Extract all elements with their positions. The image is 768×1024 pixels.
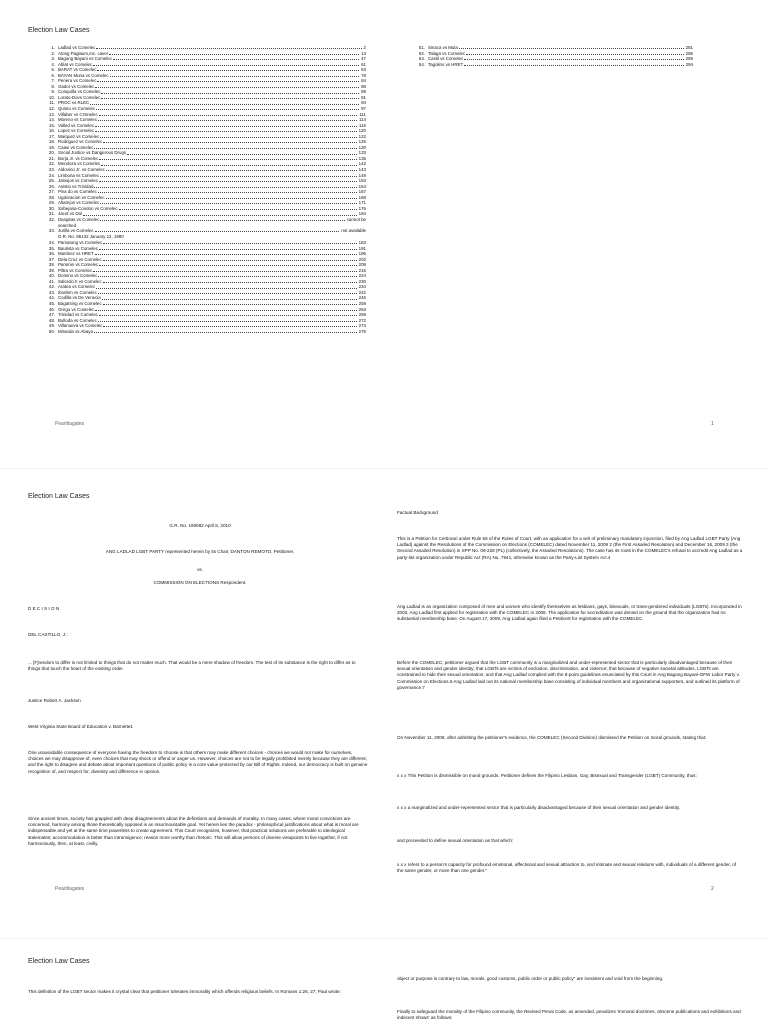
toc-leader-dots: [94, 184, 356, 188]
toc-item-number: 6.: [51, 72, 55, 78]
toc-item-title: Caasi vs Comelec: [58, 144, 94, 150]
toc-item-title: Atong Paglaum,Inc. caver: [58, 50, 109, 56]
toc-item[interactable]: [40, 329, 366, 335]
toc-leader-dots: [99, 156, 356, 160]
opening-quote: ... [F]reedom to differ is not limited to things that do not matter much. That would be a mere shadow of freedom. The test of its substance is the right to differ as to things that touch the heart of the existing order.: [28, 660, 356, 672]
toc-item-page: 88: [361, 83, 366, 89]
toc-leader-dots: [100, 134, 356, 138]
toc-item-number: 28.: [48, 194, 55, 200]
right-paragraph-2: Ang Ladlad is an organization composed of men and women who identify themselves as lesbians, gays, bisexuals, or trans-gendered individuals (LGBTs). Incorporated in 2003, Ang Ladlad first applied for registration with the COMELEC in 2006. The application for accreditation was denied on the ground that the organization had no substantial membership base. On August 17, 2009, Ang Ladlad again filed a Petition5 for registration with the COMELEC.: [397, 604, 742, 622]
toc-item-number: 16.: [48, 128, 55, 134]
toc-leader-dots: [127, 150, 357, 154]
toc-item-number: 22.: [48, 161, 55, 167]
toc-item-title: Jacot vs Dal: [58, 211, 82, 217]
toc-item-page: 259: [358, 301, 366, 307]
toc-item-page: 84: [361, 78, 366, 84]
gr-number: G.R. No. 190582 April 8, 2010: [169, 523, 231, 528]
toc-item-page: 246: [358, 295, 366, 301]
toc-item-number: 48.: [48, 317, 55, 323]
toc-leader-dots: [95, 84, 359, 88]
toc-item-title: Piva do vs Comelec: [58, 189, 97, 195]
toc-item-page: 61: [361, 61, 366, 67]
toc-item-title: Ugdoracion vs Comelec: [58, 194, 105, 200]
toc-item-page: 285: [685, 50, 693, 56]
toc-item-title: Dela Cruz vs Comelec: [58, 256, 102, 262]
toc-item-page: 216: [358, 267, 366, 273]
toc-left-b: [40, 240, 366, 334]
toc-item-number: 49.: [48, 323, 55, 329]
toc-item-page: 114: [359, 117, 366, 123]
toc-item-title: Salcedo II vs Comelec: [58, 278, 102, 284]
toc-leader-dots: [93, 268, 357, 272]
toc-item-number: 19.: [48, 144, 55, 150]
toc-item-page: 125: [358, 139, 366, 145]
page-1-header: Election Law Cases: [28, 27, 90, 34]
toc-item-number: 23.: [48, 167, 55, 173]
toc-leader-dots: [96, 106, 359, 110]
toc-leader-dots: [96, 45, 361, 49]
toc-item-title: Aratea vs Comelec: [58, 284, 96, 290]
toc-item-title: Sinaca vs Mula: [428, 45, 458, 50]
toc-item-title: Bautista vs Comelec: [58, 245, 99, 251]
toc-item-page: 294: [685, 61, 693, 67]
toc-item-page: 184: [358, 211, 366, 217]
toc-item-title: Domino vs Comelec: [58, 273, 98, 279]
toc-leader-dots: [96, 284, 357, 288]
page-separator-2: [0, 938, 768, 939]
toc-leader-dots: [95, 128, 357, 132]
toc-item-page: 133: [358, 150, 366, 156]
toc-item-page: 183: [358, 240, 366, 245]
toc-item-number: 37.: [48, 256, 55, 262]
toc-item-title: Codilla vs De Venecia: [58, 295, 101, 301]
toc-item-title: Tagolino vs HRET: [428, 61, 464, 67]
toc-item-title: Conquilla vs Comelec: [58, 89, 101, 95]
toc-item-title: Valled vs Comelec: [58, 122, 95, 128]
toc-leader-dots: [94, 145, 356, 149]
toc-item-number: 25.: [48, 178, 55, 184]
toc-item-32-cont: searched: [58, 222, 77, 228]
toc-item-page: 2: [363, 45, 366, 50]
toc-item-title: Villanueva vs Comelec: [58, 323, 103, 329]
toc-item-number: 5.: [51, 67, 55, 73]
page-3-left-paragraph: This definition of the LGBT sector makes it crystal clear that petitioner tolerates immorality which offends religious beliefs. In Romans 1:26, 27, Paul wrote:: [28, 989, 341, 994]
toc-item-page: 111: [359, 111, 366, 117]
toc-item-title: Miranda vs Abaya: [58, 328, 93, 334]
toc-leader-dots: [103, 139, 357, 143]
toc-item-page: 289: [685, 56, 693, 62]
toc-item-number: 39.: [48, 267, 55, 273]
toc-item-title: Altarejos vs Comelec: [58, 200, 100, 206]
toc-item-number: 11.: [49, 100, 55, 106]
paragraph-2: Since ancient times, society has grappled with deep disagreements about the definitions and demands of morality. In many cases, where moral convictions are concerned, harmony among those theoretically opposed is an insurmountable goal. Yet herein lies the paradox - philosophical justifications about what is moral are indispensable and yet at the same time powerless to create agreement. This Court recognizes, however, that practical solutions are preferable to ideological stalemates; accommodation is better than intransigence; reason more worthy than rhetoric. This will allow persons of diverse viewpoints to live together, if not harmoniously, then, at least, civilly.: [28, 816, 359, 846]
right-paragraph-7: and proceeded to define sexual orientation as that which:: [397, 838, 514, 843]
toc-item-title: Lorato-Dovs Comelec: [58, 94, 101, 100]
toc-item-page: 191: [358, 245, 366, 251]
toc-item-number: 3.: [51, 56, 55, 62]
toc-item-number: 51.: [418, 45, 425, 50]
toc-leader-dots: [100, 173, 357, 177]
toc-item-number: 24.: [48, 172, 55, 178]
toc-item-number: 14.: [48, 117, 55, 123]
toc-item-page: 157: [358, 189, 366, 195]
toc-item-number: 18.: [48, 139, 55, 145]
toc-item-title: BAYAN Muna vs Comelec: [58, 72, 109, 78]
toc-item-number: 52.: [418, 50, 425, 56]
toc-leader-dots: [110, 73, 360, 77]
toc-right: [410, 45, 693, 67]
toc-item-title: PROC vs RLEC: [58, 100, 90, 106]
toc-item-page: 195: [358, 251, 366, 257]
toc-item-page: 168: [358, 194, 366, 200]
toc-item-title: Limbona vs Comelec: [58, 172, 99, 178]
toc-item-33-cont: G.R. No. 85132 January 12, 1990: [58, 233, 124, 239]
toc-leader-dots: [99, 178, 357, 182]
toc-leader-dots: [103, 323, 356, 327]
toc-leader-dots: [95, 251, 357, 255]
toc-item-number: 36.: [48, 251, 55, 257]
toc-item-number: 2.: [51, 50, 55, 56]
page-1-number: 1: [711, 421, 714, 427]
toc-item-number: 20.: [48, 150, 55, 156]
toc-item-title: Ladlad vs Comelec: [58, 45, 96, 50]
toc-item-page: 176: [358, 205, 366, 211]
toc-leader-dots: [93, 62, 359, 66]
toc-item-title: Penera vs Comelec: [58, 78, 97, 84]
toc-item-page: 275: [358, 328, 366, 334]
toc-item-page: 135: [358, 155, 366, 161]
toc-item-number: 7.: [51, 78, 55, 84]
toc-leader-dots: [99, 246, 357, 250]
quote-author: Justice Robert A. Jackson: [28, 698, 81, 703]
toc-item-page: 47: [361, 56, 366, 62]
toc-item-title: Villaber vs COmelec: [58, 111, 98, 117]
toc-leader-dots: [103, 240, 357, 244]
toc-item-page: 202: [358, 256, 366, 262]
toc-leader-dots: [99, 312, 357, 316]
toc-item-title: Marquez vs Comelec: [58, 133, 100, 139]
toc-item-number: 38.: [48, 262, 55, 268]
toc-item-title: BARAT vs Comelec: [58, 67, 97, 73]
toc-leader-dots: [113, 56, 359, 60]
respondent: COMMISSION ON ELECTIONS Respondent.: [153, 580, 247, 585]
page-3-right-paragraph-1: object or purpose is contrary to law, morals, good customs, public order or public policy" are inexistent and void from the beginning.: [397, 976, 664, 981]
toc-leader-dots: [94, 329, 357, 333]
right-paragraph-1: This is a Petition for Certiorari under Rule 65 of the Rules of Court, with an application for a writ of preliminary mandatory injunction, filed by Ang Ladlad LGBT Party (Ang Ladlad) against the Resolutions of the Commission on Elections (COMELEC) dated November 11, 2009 2 (the First Assailed Resolution) and December 16, 2009 3 (the Second Assailed Resolution) in SPP No. 09-228 (PL) (collectively, the Assailed Resolutions). The case has its roots in the COMELEC's refusal to accredit Ang Ladlad as a party-list organization under Republic Act (RA) No. 7941, otherwise known as the Party-List System Act.4: [397, 536, 743, 560]
toc-leader-dots: [99, 112, 358, 116]
toc-leader-dots: [103, 257, 357, 261]
toc-item-page: 97: [361, 106, 366, 112]
right-paragraph-8: x x x refers to a person's capacity for profound emotional, affectional and sexual attraction to, and intimate and sexual relations with, individuals of a different gender, of the same gender, or more than one gender.": [397, 862, 737, 874]
toc-item-page: 242: [358, 289, 366, 295]
page-separator: [0, 468, 768, 469]
toc-item-title: Martinez vs HRET: [58, 251, 94, 257]
toc-item-number: 27.: [48, 189, 55, 195]
toc-leader-dots: [103, 279, 357, 283]
toc-leader-dots: [103, 301, 357, 305]
toc-item-page: 130: [358, 144, 366, 150]
toc-leader-dots: [98, 189, 357, 193]
toc-item-page: 89: [361, 89, 366, 95]
toc-leader-dots: [99, 262, 356, 266]
toc-item-page: 13: [361, 50, 366, 56]
toc-item-page: 263: [358, 306, 366, 312]
toc-leader-dots: [109, 51, 359, 55]
toc-item-title: Bagong Bayani vs Comelec: [58, 56, 112, 62]
toc-item-number: 43.: [48, 289, 55, 295]
toc-item-page: 78: [361, 72, 366, 78]
toc-item-title: Moreno vs Comelec: [58, 117, 98, 123]
toc-leader-dots: [466, 51, 684, 55]
toc-leader-dots: [464, 62, 684, 66]
toc-item-number: 41.: [48, 278, 55, 284]
toc-item-page: 230: [358, 278, 366, 284]
toc-item-title: Ablat vs Comelec: [58, 61, 93, 67]
toc-item-page: 63: [361, 67, 366, 73]
toc-leader-dots: [98, 117, 357, 121]
page-2-header: Election Law Cases: [28, 493, 90, 500]
toc-item-title: Bagatsing vs Comelec: [58, 301, 102, 307]
toc-item-title: Castil vs Comelec: [428, 56, 464, 62]
toc-item-title: Sobejana-Condon vs Comelec: [58, 205, 118, 211]
toc-item-page: 91: [361, 94, 366, 100]
toc-item-page: 281: [685, 45, 693, 50]
toc-item-title: Rodriguez vs Comelec: [58, 139, 103, 145]
toc-item-title: Aldovino Jr. vs Comelec: [58, 167, 105, 173]
toc-item-title: Borja Jr. vs Comelec: [58, 155, 99, 161]
toc-leader-dots: [119, 206, 357, 210]
decision-heading: D E C I S I O N: [28, 606, 60, 611]
toc-item-title: Pamatong vs Comelec: [58, 240, 103, 245]
toc-leader-dots: [102, 295, 357, 299]
toc-item[interactable]: [410, 62, 693, 68]
toc-leader-dots: [98, 290, 357, 294]
toc-leader-dots: [106, 167, 357, 171]
page-3-right-paragraph-2: Finally to safeguard the morality of the Filipino community, the Revised Penal Code, as amended, penalizes 'Immoral doctrines, obscene publications and exhibitions and indecent shows' as follows:: [397, 1009, 741, 1021]
toc-item-number: 15.: [48, 122, 55, 128]
toc-item-number: 26.: [48, 183, 55, 189]
toc-item-page: 224: [358, 273, 366, 279]
toc-item-title: Pammin vs Comelec: [58, 262, 99, 268]
toc-item-page: 116: [359, 122, 366, 128]
toc-item-number: 42.: [48, 284, 55, 290]
toc-item-page: 274: [358, 323, 366, 329]
toc-item-page: 234: [358, 284, 366, 290]
toc-item-number: 8.: [51, 83, 55, 89]
quote-case: West Virginia State Board of Education v. Barnette1: [28, 724, 133, 729]
toc-leader-dots: [100, 200, 356, 204]
toc-leader-dots: [95, 123, 357, 127]
toc-item-page: 94: [361, 100, 366, 106]
toc-item-number: 35.: [48, 245, 55, 251]
right-paragraph-5: x x x This Petition is dismissible on moral grounds. Petitioner defines the Filipino Lesbian, Gay, Bisexual and Transgender (LGBT) Community, thus:: [397, 773, 697, 778]
toc-item-title: Lopez vs Comelec: [58, 128, 95, 134]
toc-leader-dots: [97, 67, 359, 71]
toc-item-number: 31.: [48, 211, 55, 217]
factual-background-heading: Factual Background: [397, 510, 438, 515]
toc-leader-dots: [464, 56, 684, 60]
toc-leader-dots: [97, 78, 359, 82]
toc-item-number: 46.: [48, 306, 55, 312]
toc-item-number: 34.: [48, 240, 55, 245]
toc-item-number: 44.: [48, 295, 55, 301]
toc-item-number: 47.: [48, 312, 55, 318]
toc-item-page: 272: [358, 317, 366, 323]
toc-item-title: Quinto vs Comelec: [58, 106, 96, 112]
toc-item-number: 21.: [48, 155, 55, 161]
toc-item-number: 54.: [418, 61, 425, 67]
toc-item-title: Gador vs Comelec: [58, 83, 95, 89]
parties: ANG LADLAD LGBT PARTY represented herein by its Chair, DANTON REMOTO, Petitioner,: [105, 549, 295, 554]
toc-leader-dots: [106, 195, 357, 199]
right-paragraph-3: Before the COMELEC, petitioner argued that the LGBT community is a marginalized and under-represented sector that is particularly disadvantaged because of their sexual orientation and gender identity; that LGBTs are victims of exclusion, discrimination, and violence; that because of negative societal attitudes, LGBTs are constrained to hide their sexual orientation; and that Ang Ladlad complied with the 8-point guidelines enunciated by this Court in Ang Bagong Bayani-OFW Labor Party v. Commission on Elections.6 Ang Ladlad laid out its national membership base consisting of individual members and organizational supporters, and outlined its platform of governance.7: [397, 660, 740, 690]
toc-item-number: 45.: [48, 301, 55, 307]
versus: vs.: [197, 567, 203, 572]
toc-item-page: 122: [358, 133, 366, 139]
toc-item-title: Social Justice vs Dangerous Drugs: [58, 150, 127, 156]
page-3-header: Election Law Cases: [28, 958, 90, 965]
page-2-number: 2: [711, 886, 714, 892]
toc-item-page: 142: [358, 161, 366, 167]
toc-leader-dots: [101, 161, 356, 165]
toc-leader-dots: [98, 273, 356, 277]
toc-leader-dots: [98, 318, 357, 322]
toc-item-number: 13.: [48, 111, 55, 117]
toc-item-33[interactable]: 33. Jurilla vs Comelec not available: [48, 228, 366, 234]
toc-item-title: Piltra vs Comelec: [58, 267, 93, 273]
toc-item-page: 120: [358, 128, 366, 134]
toc-item-title: Jalosjos vs Comelec: [58, 178, 99, 184]
toc-item-page: 269: [358, 312, 366, 318]
toc-item-title: Bulloda vs Comelec: [58, 317, 97, 323]
toc-item-title: Mendoza vs Comelec: [58, 161, 101, 167]
page-2-footer: Pearlitagates: [55, 886, 85, 892]
toc-leader-dots: [459, 45, 684, 49]
toc-leader-dots: [90, 100, 359, 104]
toc-item-page: 149: [358, 172, 366, 178]
ponente: DEL CASTILLO, J.:: [28, 632, 68, 637]
toc-item-page: 171: [358, 200, 366, 206]
toc-item-title: Orego vs Comelec: [58, 306, 95, 312]
toc-item-number: 17.: [48, 133, 55, 139]
toc-item-title: Ibrahim vs Comelec: [58, 289, 97, 295]
toc-item-32[interactable]: 32. Dangkas vs Comelec cannot be: [48, 217, 366, 222]
page-1-footer: Pearlitagates: [55, 421, 85, 427]
toc-item-number: 4.: [51, 61, 55, 67]
toc-item-number: 9.: [51, 89, 55, 95]
toc-item-number: 30.: [48, 205, 55, 211]
right-paragraph-4: On November 11, 2009, after admitting the petitioner's evidence, the COMELEC (Second Division) dismissed the Petition on moral grounds, stating that:: [397, 735, 707, 740]
toc-item-number: 50.: [48, 328, 55, 334]
toc-item-title: Talaga vs Comelec: [428, 50, 466, 56]
paragraph-1: One unavoidable consequence of everyone having the freedom to choose is that others may make different choices - choices we would not make for ourselves, choices we may disapprove of, even choices that may shock or offend or anger us. However, choices are not to be legally prohibited merely because they are different, and the right to disagree and debate about important questions of public policy is a core value protected by our Bill of Rights. Indeed, our democracy is built on genuine recognition of, and respect for, diversity and difference in opinion.: [28, 750, 368, 774]
toc-leader-dots: [95, 307, 356, 311]
toc-item-number: 29.: [48, 200, 55, 206]
toc-item-title: Trinidad vs Comelec: [58, 312, 98, 318]
toc-item-number: 1.: [51, 45, 55, 50]
toc-leader-dots: [101, 95, 359, 99]
right-paragraph-6: x x x a marginalized and under-represented sector that is particularly disadvantaged because of their sexual orientation and gender identity.: [397, 805, 681, 810]
toc-left: [40, 45, 366, 217]
toc-item-title: Asistio vs Trinidad: [58, 183, 94, 189]
toc-leader-dots: [83, 211, 357, 215]
toc-left-special: [40, 217, 366, 239]
toc-item-page: 143: [358, 167, 366, 173]
toc-item-page: 154: [358, 183, 366, 189]
toc-item-number: 40.: [48, 273, 55, 279]
toc-leader-dots: [101, 89, 359, 93]
toc-item-page: 208: [358, 262, 366, 268]
toc-item-page: 153: [358, 178, 366, 184]
toc-item-number: 12.: [48, 106, 55, 112]
toc-item-number: 10.: [48, 94, 55, 100]
toc-item-number: 53.: [418, 56, 425, 62]
